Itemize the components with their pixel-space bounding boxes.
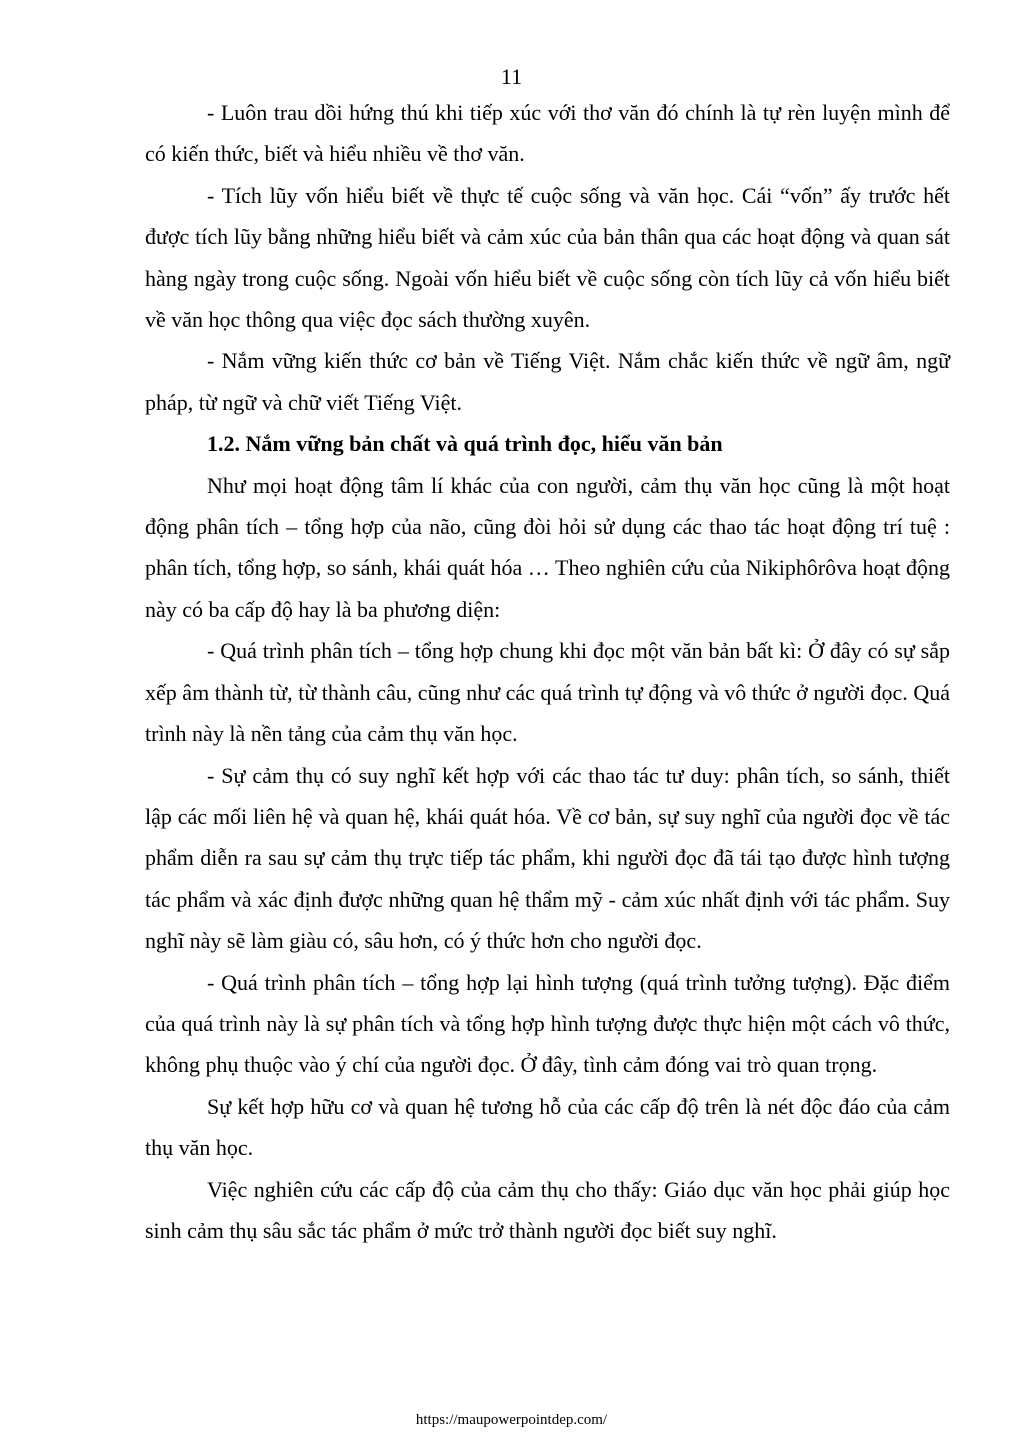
paragraph: Việc nghiên cứu các cấp độ của cảm thụ cho thấy: Giáo dục văn học phải giúp học sinh cảm thụ sâu sắc tác phẩm ở mức trở thành người đọc biết suy nghĩ. (145, 1176, 950, 1243)
page-number: 11 (500, 64, 523, 89)
paragraph: Sự kết hợp hữu cơ và quan hệ tương hỗ của các cấp độ trên là nét độc đáo của cảm thụ văn học. (145, 1093, 950, 1161)
paragraph: - Quá trình phân tích – tổng hợp chung khi đọc một văn bản bất kì: Ở đây có sự sắp xếp âm thành từ, từ thành câu, cũng như các quá trình tự động và vô thức ở người đọc. Quá trình này là nền tảng của cảm thụ văn học. (145, 638, 950, 747)
paragraph: - Sự cảm thụ có suy nghĩ kết hợp với các thao tác tư duy: phân tích, so sánh, thiết lập các mối liên hệ và quan hệ, khái quát hóa. Về cơ bản, sự suy nghĩ của người đọc về tác phẩm diễn ra sau sự cảm thụ trực tiếp tác phẩm, khi người đọc đã tái tạo được hình tượng tác phẩm và xác định được những quan hệ thẩm mỹ - cảm xúc nhất định với tác phẩm. Suy nghĩ này sẽ làm giàu có, sâu hơn, có ý thức hơn cho người đọc. (145, 762, 950, 954)
paragraph: - Nắm vững kiến thức cơ bản về Tiếng Việt. Nắm chắc kiến thức về ngữ âm, ngữ pháp, từ ngữ và chữ viết Tiếng Việt. (145, 348, 950, 415)
paragraph: - Tích lũy vốn hiểu biết về thực tế cuộc sống và văn học. Cái “vốn” ấy trước hết được tích lũy bằng những hiểu biết và cảm xúc của bản thân qua các hoạt động và quan sát hàng ngày trong cuộc sống. Ngoài vốn hiểu biết về cuộc sống còn tích lũy cả vốn hiểu biết về văn học thông qua việc đọc sách thường xuyên. (145, 182, 950, 333)
paragraph: - Luôn trau dồi hứng thú khi tiếp xúc với thơ văn đó chính là tự rèn luyện mình để có kiến thức, biết và hiểu nhiều về thơ văn. (145, 100, 950, 167)
document-body (145, 92, 950, 1251)
section-heading: 1.2. Nắm vững bản chất và quá trình đọc, hiểu văn bản (207, 431, 723, 457)
footer-url: https://maupowerpointdep.com/ (415, 1412, 608, 1428)
paragraph: Như mọi hoạt động tâm lí khác của con người, cảm thụ văn học cũng là một hoạt động phân tích – tổng hợp của não, cũng đòi hỏi sử dụng các thao tác hoạt động trí tuệ : phân tích, tổng hợp, so sánh, khái quát hóa … Theo nghiên cứu của Nikiphôrôva hoạt động này có ba cấp độ hay là ba phương diện: (145, 472, 950, 622)
paragraph: - Quá trình phân tích – tổng hợp lại hình tượng (quá trình tưởng tượng). Đặc điểm của quá trình này là sự phân tích và tổng hợp hình tượng được thực hiện một cách vô thức, không phụ thuộc vào ý chí của người đọc. Ở đây, tình cảm đóng vai trò quan trọng. (145, 969, 950, 1078)
